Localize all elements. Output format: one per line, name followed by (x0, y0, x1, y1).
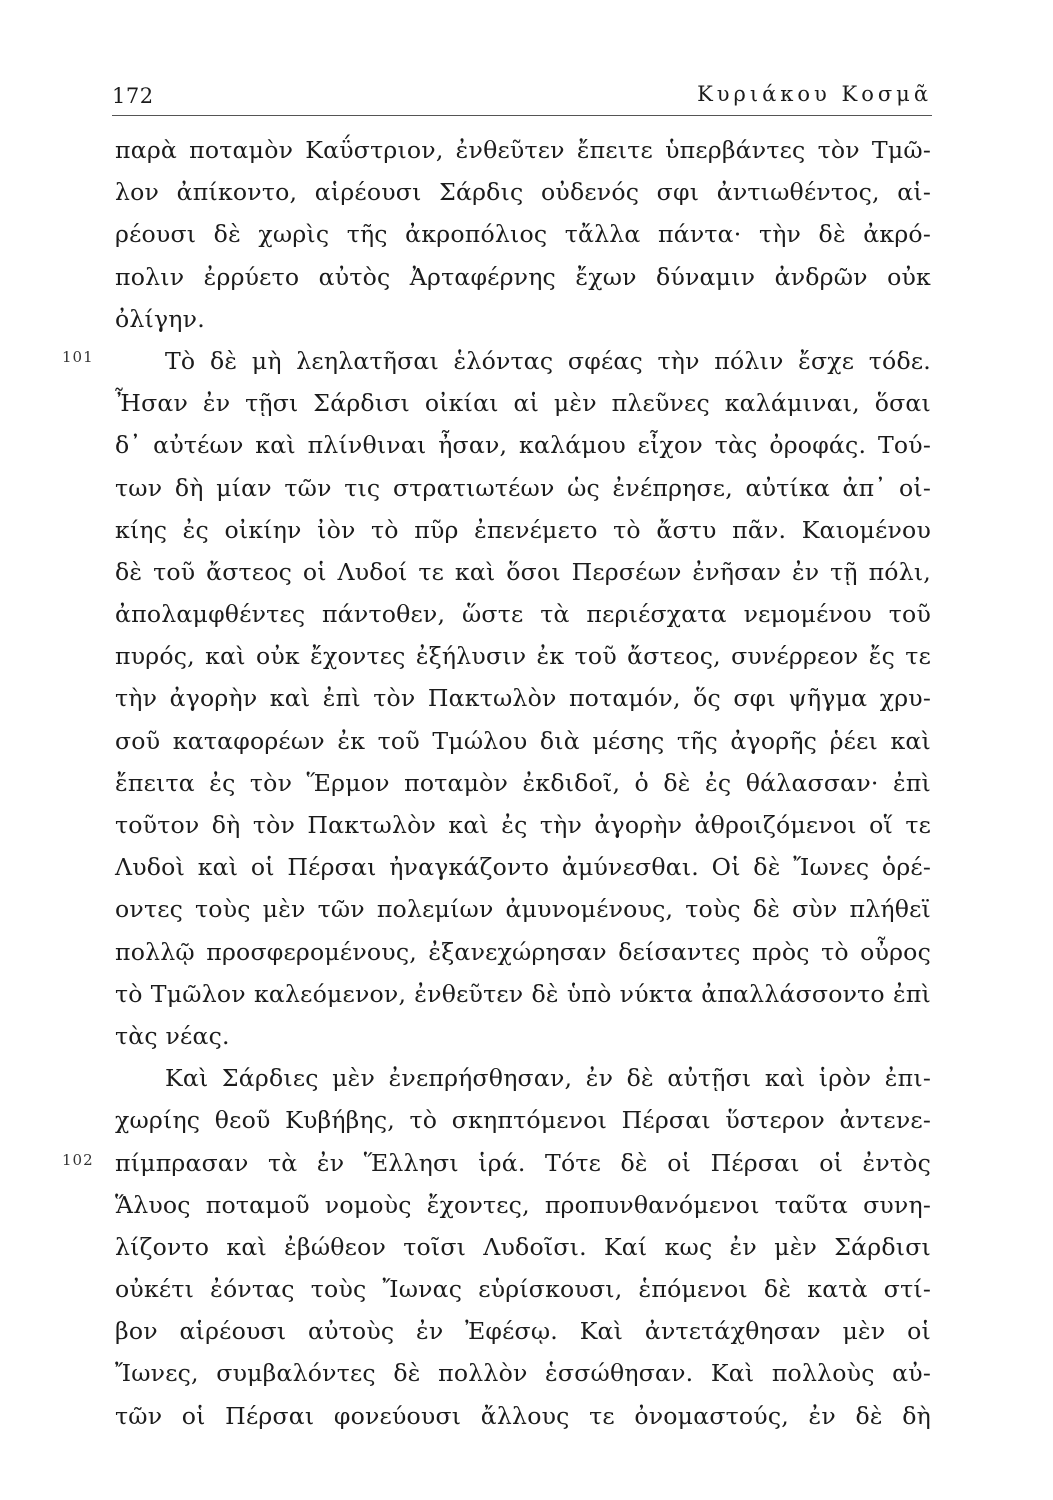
text-line: δὲ τοῦ ἄστεος οἱ Λυδοί τε καὶ ὅσοι Περσέων ἐνῆσαν ἐν τῇ πόλι, (115, 557, 931, 586)
text-line: ὀλίγην. (115, 304, 205, 333)
section-number-101: 101 (62, 348, 94, 366)
page-number: 172 (112, 84, 154, 108)
text-line: οντες τοὺς μὲν τῶν πολεμίων ἀμυνομένους, τοὺς δὲ σὺν πλήθεϊ (115, 895, 931, 924)
text-line: τῶν οἱ Πέρσαι φονεύουσι ἄλλους τε ὀνομαστούς, ἐν δὲ δὴ (115, 1401, 931, 1430)
text-line: Τὸ δὲ μὴ λεηλατῆσαι ἑλόντας σφέας τὴν πόλιν ἔσχε τόδε. (165, 346, 931, 375)
text-line: χωρίης θεοῦ Κυβήβης, τὸ σκηπτόμενοι Πέρσαι ὕστερον ἀντενε- (115, 1106, 931, 1135)
text-line: τὸ Τμῶλον καλεόμενον, ἐνθεῦτεν δὲ ὑπὸ νύκτα ἀπαλλάσσοντο ἐπὶ (115, 979, 931, 1008)
header-rule (112, 115, 932, 116)
text-line: ρέουσι δὲ χωρὶς τῆς ἀκροπόλιος τἄλλα πάντα· τὴν δὲ ἀκρό- (115, 220, 931, 249)
text-line: κίης ἐς οἰκίην ἰὸν τὸ πῦρ ἐπενέμετο τὸ ἄστυ πᾶν. Καιομένου (115, 515, 931, 544)
text-line: δ᾿ αὐτέων καὶ πλίνθιναι ἦσαν, καλάμου εἶχον τὰς ὀροφάς. Τού- (115, 431, 931, 460)
text-line: πυρός, καὶ οὐκ ἔχοντες ἐξήλυσιν ἐκ τοῦ ἄστεος, συνέρρεον ἔς τε (115, 642, 931, 671)
section-number-102: 102 (62, 1151, 94, 1169)
text-line: τὰς νέας. (115, 1021, 230, 1050)
text-line: ἔπειτα ἐς τὸν Ἕρμον ποταμὸν ἐκδιδοῖ, ὁ δὲ ἐς θάλασσαν· ἐπὶ (115, 768, 931, 797)
text-line: Καὶ Σάρδιες μὲν ἐνεπρήσθησαν, ἐν δὲ αὐτῇσι καὶ ἱρὸν ἐπι- (165, 1064, 931, 1093)
text-line: οὐκέτι ἐόντας τοὺς Ἴωνας εὑρίσκουσι, ἑπόμενοι δὲ κατὰ στί- (115, 1275, 931, 1304)
text-line: πίμπρασαν τὰ ἐν Ἕλλησι ἱρά. Τότε δὲ οἱ Πέρσαι οἱ ἐντὸς (115, 1148, 931, 1177)
text-line: τὴν ἀγορὴν καὶ ἐπὶ τὸν Πακτωλὸν ποταμόν, ὅς σφι ψῆγμα χρυ- (115, 684, 931, 713)
text-line: σοῦ καταφορέων ἐκ τοῦ Τμώλου διὰ μέσης τῆς ἀγορῆς ῥέει καὶ (115, 726, 931, 755)
text-line: Ἴωνες, συμβαλόντες δὲ πολλὸν ἑσσώθησαν. Καὶ πολλοὺς αὐ- (115, 1359, 931, 1388)
text-line: των δὴ μίαν τῶν τις στρατιωτέων ὡς ἐνέπρησε, αὐτίκα ἀπ᾿ οἰ- (115, 473, 931, 502)
text-line: πολλῷ προσφερομένους, ἐξανεχώρησαν δείσαντες πρὸς τὸ οὖρος (115, 937, 931, 966)
text-line: τοῦτον δὴ τὸν Πακτωλὸν καὶ ἐς τὴν ἀγορὴν ἀθροιζόμενοι οἵ τε (115, 811, 931, 839)
text-line: πολιν ἐρρύετο αὐτὸς Ἀρταφέρνης ἔχων δύναμιν ἀνδρῶν οὐκ (115, 262, 931, 291)
text-line: ἀπολαμφθέντες πάντοθεν, ὥστε τὰ περιέσχατα νεμομένου τοῦ (115, 600, 931, 629)
text-line: λον ἀπίκοντο, αἱρέουσι Σάρδις οὐδενός σφι ἀντιωθέντος, αἱ- (115, 178, 931, 207)
body-text (115, 129, 931, 1437)
page-header (112, 78, 932, 114)
text-line: παρὰ ποταμὸν Καΰστριον, ἐνθεῦτεν ἔπειτε ὑπερβάντες τὸν Τμῶ- (115, 136, 931, 164)
text-line: Λυδοὶ καὶ οἱ Πέρσαι ἠναγκάζοντο ἀμύνεσθαι. Οἱ δὲ Ἴωνες ὁρέ- (115, 853, 931, 882)
text-line: βον αἱρέουσι αὐτοὺς ἐν Ἐφέσῳ. Καὶ ἀντετάχθησαν μὲν οἱ (115, 1317, 931, 1346)
text-line: Ἅλυος ποταμοῦ νομοὺς ἔχοντες, προπυνθανόμενοι ταῦτα συνη- (115, 1190, 931, 1219)
text-line: Ἦσαν ἐν τῇσι Σάρδισι οἰκίαι αἱ μὲν πλεῦνες καλάμιναι, ὅσαι (115, 389, 931, 418)
running-head: Κυριάκου Κοσμᾶ (697, 82, 932, 106)
text-line: λίζοντο καὶ ἐβώθεον τοῖσι Λυδοῖσι. Καί κως ἐν μὲν Σάρδισι (115, 1232, 931, 1261)
